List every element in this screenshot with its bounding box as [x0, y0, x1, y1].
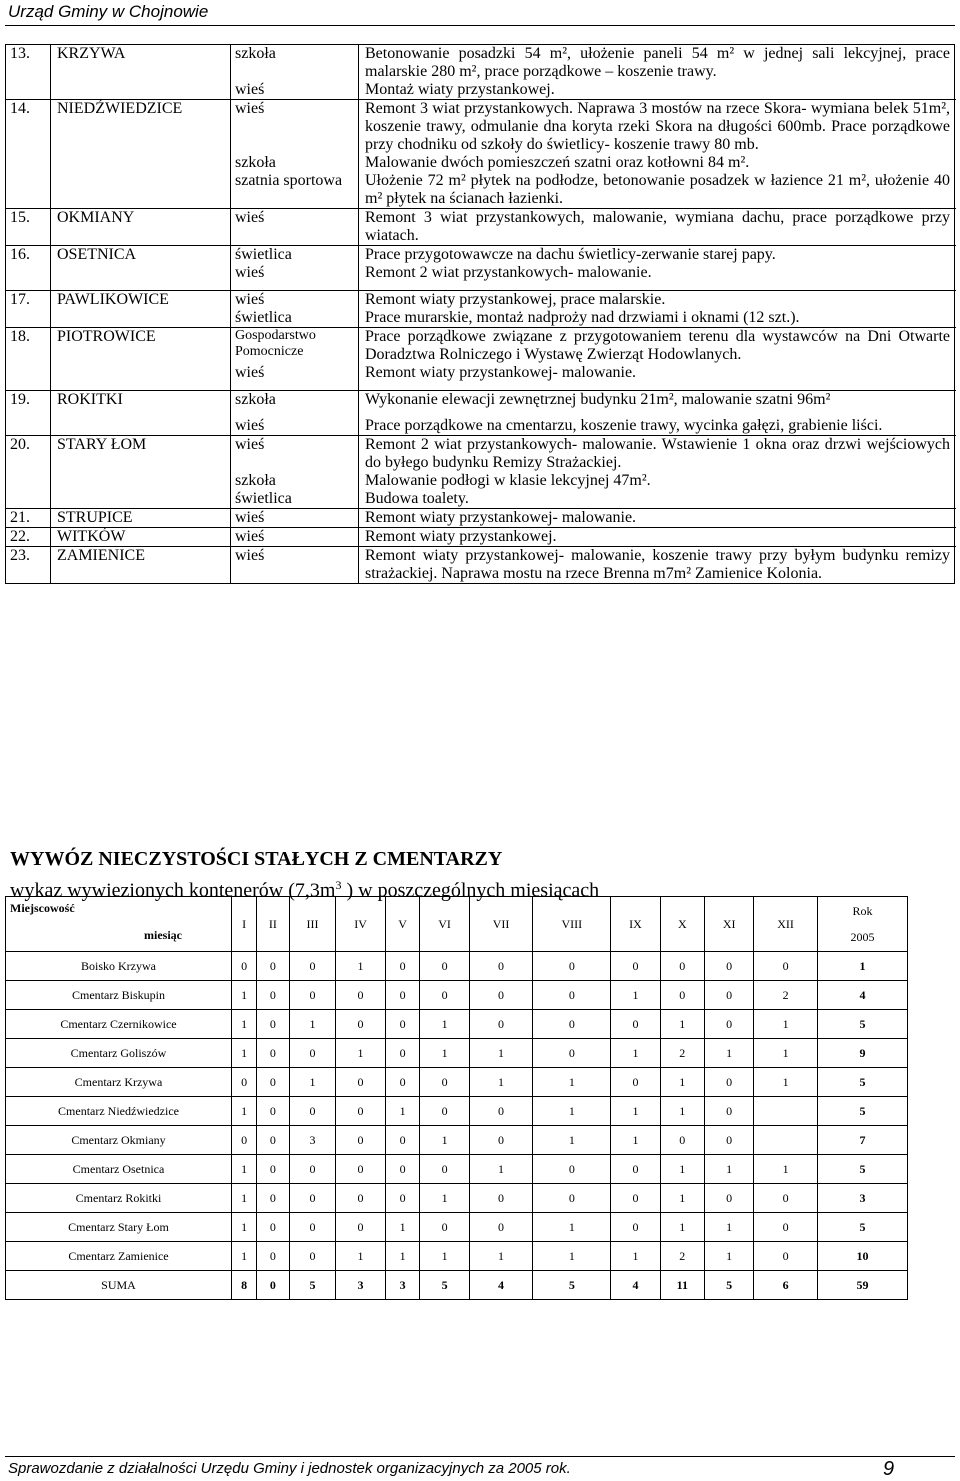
- month-value: 0: [660, 981, 704, 1010]
- month-value: 1: [232, 981, 257, 1010]
- waste-table: [5, 896, 908, 1300]
- month-value: 1: [232, 1184, 257, 1213]
- row-number: [6, 264, 51, 290]
- month-value: 1: [289, 1010, 336, 1039]
- month-value: 0: [336, 1126, 385, 1155]
- month-value: 0: [533, 981, 611, 1010]
- waste-row: [6, 1126, 908, 1155]
- month-value: 1: [420, 1010, 469, 1039]
- month-value: 0: [533, 952, 611, 981]
- work-description: Budowa toalety.: [365, 490, 469, 507]
- month-value: 1: [385, 1097, 420, 1126]
- waste-row: [6, 1271, 908, 1300]
- month-header: III: [289, 897, 336, 952]
- row-number: [6, 472, 51, 490]
- work-description: Montaż wiaty przystankowej.: [365, 81, 555, 98]
- corner-top-label: Miejscowość: [10, 901, 75, 915]
- waste-header-row: [6, 897, 908, 952]
- month-value: 4: [469, 1271, 533, 1300]
- location-name: Cmentarz Osetnica: [6, 1155, 232, 1184]
- month-value: 1: [533, 1097, 611, 1126]
- object-type: szkoła: [231, 472, 359, 490]
- village-name: ROKITKI: [51, 390, 231, 417]
- work-description: Prace porządkowe związane z przygotowaniem terenu dla wystawców na Dni Otwarte Doradztwa Rolniczego i Wystawę Zwierząt Hodowlanych.: [359, 327, 956, 364]
- row-number: [6, 172, 51, 208]
- month-value: 0: [469, 952, 533, 981]
- month-value: 0: [336, 1155, 385, 1184]
- month-value: 0: [705, 1010, 754, 1039]
- month-value: 1: [611, 1039, 660, 1068]
- month-value: 1: [469, 1039, 533, 1068]
- year-total: 9: [817, 1039, 907, 1068]
- village-name: [51, 472, 231, 490]
- month-value: 0: [289, 981, 336, 1010]
- work-description: Remont wiaty przystankowej.: [359, 527, 956, 546]
- waste-title: WYWÓZ NIECZYSTOŚCI STAŁYCH Z CMENTARZY: [10, 848, 503, 870]
- month-value: 0: [469, 1010, 533, 1039]
- month-value: 1: [336, 1242, 385, 1271]
- month-value: 0: [385, 1039, 420, 1068]
- location-name: Cmentarz Czernikowice: [6, 1010, 232, 1039]
- row-number: 19.: [6, 390, 51, 417]
- month-value: 0: [232, 1126, 257, 1155]
- location-name: Boisko Krzywa: [6, 952, 232, 981]
- month-value: 1: [611, 1126, 660, 1155]
- row-number: [6, 309, 51, 327]
- row-number: 21.: [6, 508, 51, 527]
- location-name: Cmentarz Niedźwiedzice: [6, 1097, 232, 1126]
- month-header: IV: [336, 897, 385, 952]
- object-type: świetlica: [231, 245, 359, 264]
- month-value: 1: [660, 1184, 704, 1213]
- month-value: 0: [257, 952, 289, 981]
- month-value: 0: [257, 1155, 289, 1184]
- village-name: [51, 172, 231, 208]
- work-description: Remont 3 wiat przystankowych. Naprawa 3 mostów na rzece Skora- wymiana belek 51m², koszenie trawy, odmulanie dna koryta rzeki Skora na długości 600mb. Prace porządkowe przy chodniku od szkoły do świetlicy- koszenie trawy 80 mb.: [359, 99, 956, 154]
- month-value: 0: [533, 1010, 611, 1039]
- month-value: 0: [754, 1242, 818, 1271]
- month-value: 1: [336, 952, 385, 981]
- month-value: 1: [469, 1068, 533, 1097]
- month-value: 0: [257, 1213, 289, 1242]
- month-value: 0: [533, 1039, 611, 1068]
- waste-row: [6, 1213, 908, 1242]
- month-value: 1: [660, 1155, 704, 1184]
- month-value: 1: [232, 1242, 257, 1271]
- year-label: Rok: [852, 904, 873, 918]
- row-number: 23.: [6, 546, 51, 583]
- month-value: 1: [232, 1010, 257, 1039]
- location-name: SUMA: [6, 1271, 232, 1300]
- month-value: 1: [754, 1155, 818, 1184]
- month-header: I: [232, 897, 257, 952]
- month-value: 0: [420, 981, 469, 1010]
- month-value: 0: [533, 1155, 611, 1184]
- year-total: 1: [817, 952, 907, 981]
- village-name: STARY ŁOM: [51, 435, 231, 472]
- month-value: 2: [660, 1242, 704, 1271]
- row-number: 22.: [6, 527, 51, 546]
- month-value: 11: [660, 1271, 704, 1300]
- object-type: świetlica: [231, 490, 359, 508]
- month-value: 0: [469, 1126, 533, 1155]
- waste-row: [6, 1010, 908, 1039]
- month-value: 0: [336, 1010, 385, 1039]
- month-value: 0: [754, 952, 818, 981]
- object-type: szatnia sportowa: [231, 172, 359, 208]
- month-value: 3: [385, 1271, 420, 1300]
- month-value: 0: [289, 1097, 336, 1126]
- month-value: 0: [257, 1271, 289, 1300]
- month-value: 1: [420, 1039, 469, 1068]
- month-value: 0: [385, 952, 420, 981]
- month-value: 1: [420, 1126, 469, 1155]
- month-value: 1: [385, 1242, 420, 1271]
- month-value: 0: [420, 1213, 469, 1242]
- village-name: [51, 81, 231, 99]
- month-header: VIII: [533, 897, 611, 952]
- month-header: XII: [754, 897, 818, 952]
- village-name: PAWLIKOWICE: [51, 290, 231, 309]
- year-total: 10: [817, 1242, 907, 1271]
- month-value: 0: [289, 1155, 336, 1184]
- year-total: 4: [817, 981, 907, 1010]
- month-value: 0: [289, 1184, 336, 1213]
- object-type: wieś: [231, 546, 359, 583]
- object-type: szkoła: [231, 390, 359, 417]
- year-header: [817, 897, 907, 952]
- object-type: wieś: [231, 99, 359, 154]
- month-value: 0: [289, 1039, 336, 1068]
- month-value: 1: [533, 1126, 611, 1155]
- location-name: Cmentarz Goliszów: [6, 1039, 232, 1068]
- month-value: 3: [289, 1126, 336, 1155]
- works-grid: [6, 45, 954, 583]
- object-type: Gospodarstwo Pomocnicze: [231, 327, 359, 364]
- month-value: [754, 1097, 818, 1126]
- location-name: Cmentarz Biskupin: [6, 981, 232, 1010]
- month-value: 0: [660, 1126, 704, 1155]
- corner-header: [6, 897, 232, 952]
- month-value: 1: [611, 1097, 660, 1126]
- year-total: 5: [817, 1155, 907, 1184]
- object-type: szkoła: [231, 45, 359, 81]
- month-value: 0: [385, 1068, 420, 1097]
- work-description: Remont wiaty przystankowej, prace malarskie.: [359, 290, 956, 309]
- work-description: Remont 2 wiat przystankowych- malowanie. Wstawienie 1 okna oraz drzwi wejściowych do byłego budynku Remizy Strażackiej.: [359, 435, 956, 472]
- month-value: 1: [232, 1213, 257, 1242]
- month-value: 0: [705, 1097, 754, 1126]
- month-value: 0: [420, 1068, 469, 1097]
- row-number: 15.: [6, 208, 51, 245]
- month-value: 0: [705, 1068, 754, 1097]
- work-description: Prace porządkowe na cmentarzu, koszenie trawy, wycinka gałęzi, grabienie liści.: [365, 417, 883, 434]
- month-value: 0: [469, 1213, 533, 1242]
- location-name: Cmentarz Okmiany: [6, 1126, 232, 1155]
- month-header: VII: [469, 897, 533, 952]
- month-value: 0: [754, 1184, 818, 1213]
- work-description: Remont 3 wiat przystankowych, malowanie, wymiana dachu, prace porządkowe przy wiatach.: [359, 208, 956, 245]
- village-name: OKMIANY: [51, 208, 231, 245]
- work-description: Ułożenie 72 m² płytek na podłodze, betonowanie posadzek w łazience 21 m², ułożenie 40 m² płytek na ścianach łazienki.: [365, 172, 950, 207]
- month-value: 0: [257, 1126, 289, 1155]
- month-value: 1: [420, 1184, 469, 1213]
- month-value: 0: [336, 981, 385, 1010]
- month-value: 0: [705, 1184, 754, 1213]
- year-total: 5: [817, 1068, 907, 1097]
- year-total: 5: [817, 1010, 907, 1039]
- month-value: 0: [385, 1184, 420, 1213]
- row-number: [6, 81, 51, 99]
- month-value: 0: [420, 1097, 469, 1126]
- village-name: STRUPICE: [51, 508, 231, 527]
- object-type: wieś: [231, 208, 359, 245]
- month-value: 0: [232, 1068, 257, 1097]
- month-value: 3: [336, 1271, 385, 1300]
- work-description: Betonowanie posadzki 54 m², ułożenie paneli 54 m² w jednej sali lekcyjnej, prace malarskie 280 m², prace porządkowe – koszenie trawy.: [365, 45, 950, 80]
- row-number: 18.: [6, 327, 51, 364]
- work-description: Remont wiaty przystankowej- malowanie.: [365, 364, 637, 381]
- village-name: ZAMIENICE: [51, 546, 231, 583]
- month-value: 1: [660, 1097, 704, 1126]
- month-value: 0: [257, 1010, 289, 1039]
- month-header: XI: [705, 897, 754, 952]
- waste-subtitle-end: ) w poszczególnych miesiącach: [341, 879, 600, 902]
- object-type: wieś: [231, 364, 359, 390]
- month-value: 0: [611, 1155, 660, 1184]
- village-name: OSETNICA: [51, 245, 231, 264]
- month-value: 0: [469, 981, 533, 1010]
- month-value: 0: [420, 952, 469, 981]
- work-description: Remont wiaty przystankowej- malowanie.: [359, 508, 956, 527]
- month-value: 1: [705, 1213, 754, 1242]
- year-total: 59: [817, 1271, 907, 1300]
- month-value: 2: [660, 1039, 704, 1068]
- month-value: 0: [257, 1097, 289, 1126]
- month-value: 1: [611, 1242, 660, 1271]
- month-value: 1: [660, 1010, 704, 1039]
- row-number: [6, 154, 51, 172]
- month-value: 5: [533, 1271, 611, 1300]
- corner-bottom-label: miesiąc: [144, 928, 182, 942]
- village-name: KRZYWA: [51, 45, 231, 81]
- object-type: wieś: [231, 417, 359, 435]
- footer-text: Sprawozdanie z działalności Urzędu Gminy i jednostek organizacyjnych za 2005 rok.: [8, 1460, 571, 1477]
- object-type: świetlica: [231, 309, 359, 327]
- month-value: 0: [611, 1184, 660, 1213]
- month-value: 1: [232, 1155, 257, 1184]
- work-description: Prace murarskie, montaż nadproży nad drzwiami i oknami (12 szt.).: [365, 309, 800, 326]
- month-value: 0: [257, 1184, 289, 1213]
- waste-body: [6, 952, 908, 1300]
- waste-row: [6, 1242, 908, 1271]
- month-value: 0: [469, 1097, 533, 1126]
- month-value: 0: [336, 1184, 385, 1213]
- month-value: 1: [336, 1039, 385, 1068]
- row-number: [6, 490, 51, 508]
- waste-row: [6, 1184, 908, 1213]
- month-value: 0: [289, 1213, 336, 1242]
- month-value: 1: [232, 1039, 257, 1068]
- month-value: 0: [336, 1213, 385, 1242]
- month-header: X: [660, 897, 704, 952]
- month-header: V: [385, 897, 420, 952]
- month-value: 0: [257, 1068, 289, 1097]
- month-value: 1: [660, 1213, 704, 1242]
- month-value: 0: [705, 1126, 754, 1155]
- village-name: [51, 264, 231, 290]
- month-value: 1: [420, 1242, 469, 1271]
- header-divider: [5, 25, 955, 26]
- waste-row: [6, 1155, 908, 1184]
- month-value: 5: [289, 1271, 336, 1300]
- month-value: 1: [754, 1039, 818, 1068]
- village-name: [51, 417, 231, 435]
- object-type: wieś: [231, 81, 359, 99]
- work-description: Prace przygotowawcze na dachu świetlicy-zerwanie starej papy.: [359, 245, 956, 264]
- month-value: 1: [469, 1155, 533, 1184]
- month-value: 0: [611, 1010, 660, 1039]
- month-value: 1: [705, 1039, 754, 1068]
- waste-row: [6, 1039, 908, 1068]
- location-name: Cmentarz Stary Łom: [6, 1213, 232, 1242]
- month-value: 0: [289, 1242, 336, 1271]
- month-value: [754, 1126, 818, 1155]
- object-type: wieś: [231, 290, 359, 309]
- page-header-title: Urząd Gminy w Chojnowie: [8, 2, 209, 21]
- month-value: 1: [705, 1242, 754, 1271]
- village-name: WITKÓW: [51, 527, 231, 546]
- object-type: wieś: [231, 508, 359, 527]
- month-value: 0: [611, 952, 660, 981]
- village-name: [51, 154, 231, 172]
- month-value: 0: [336, 1097, 385, 1126]
- waste-subtitle-sup: 3: [335, 878, 342, 892]
- village-name: [51, 364, 231, 390]
- location-name: Cmentarz Zamienice: [6, 1242, 232, 1271]
- month-value: 0: [469, 1184, 533, 1213]
- month-value: 1: [660, 1068, 704, 1097]
- month-value: 1: [289, 1068, 336, 1097]
- month-value: 0: [232, 952, 257, 981]
- waste-row: [6, 1097, 908, 1126]
- month-value: 0: [289, 952, 336, 981]
- location-name: Cmentarz Rokitki: [6, 1184, 232, 1213]
- year-total: 5: [817, 1213, 907, 1242]
- month-value: 0: [611, 1068, 660, 1097]
- month-value: 1: [705, 1155, 754, 1184]
- month-value: 1: [385, 1213, 420, 1242]
- work-description: Malowanie podłogi w klasie lekcyjnej 47m².: [365, 472, 651, 489]
- village-name: PIOTROWICE: [51, 327, 231, 364]
- month-value: 1: [754, 1010, 818, 1039]
- month-value: 1: [533, 1242, 611, 1271]
- month-value: 0: [533, 1184, 611, 1213]
- footer-divider: [5, 1456, 955, 1457]
- month-value: 1: [754, 1068, 818, 1097]
- village-name: NIEDŹWIEDZICE: [51, 99, 231, 154]
- month-value: 1: [533, 1213, 611, 1242]
- month-value: 0: [705, 981, 754, 1010]
- year-value: 2005: [850, 930, 875, 944]
- month-value: 0: [257, 981, 289, 1010]
- row-number: 14.: [6, 99, 51, 154]
- work-description: Remont wiaty przystankowej- malowanie, koszenie trawy przy byłym budynku remizy strażackiej. Naprawa mostu na rzece Brenna m7m² Zamienice Kolonia.: [359, 546, 956, 583]
- row-number: [6, 364, 51, 390]
- work-description: Remont 2 wiat przystankowych- malowanie.: [365, 264, 652, 281]
- month-value: 2: [754, 981, 818, 1010]
- year-total: 5: [817, 1097, 907, 1126]
- work-description: Malowanie dwóch pomieszczeń szatni oraz kotłowni 84 m².: [365, 154, 750, 171]
- work-description: Wykonanie elewacji zewnętrznej budynku 21m², malowanie szatni 96m²: [359, 390, 956, 417]
- month-value: 0: [660, 952, 704, 981]
- month-header: II: [257, 897, 289, 952]
- village-name: [51, 490, 231, 508]
- month-value: 1: [533, 1068, 611, 1097]
- row-number: 17.: [6, 290, 51, 309]
- year-total: 3: [817, 1184, 907, 1213]
- location-name: Cmentarz Krzywa: [6, 1068, 232, 1097]
- works-table: [5, 44, 955, 584]
- month-value: 0: [385, 1126, 420, 1155]
- month-value: 1: [469, 1242, 533, 1271]
- month-value: 0: [420, 1155, 469, 1184]
- waste-row: [6, 952, 908, 981]
- month-value: 0: [336, 1068, 385, 1097]
- page-number: 9: [883, 1458, 895, 1480]
- month-header: VI: [420, 897, 469, 952]
- month-value: 1: [611, 981, 660, 1010]
- month-value: 6: [754, 1271, 818, 1300]
- waste-row: [6, 1068, 908, 1097]
- month-value: 4: [611, 1271, 660, 1300]
- row-number: 20.: [6, 435, 51, 472]
- month-value: 5: [420, 1271, 469, 1300]
- row-number: [6, 417, 51, 435]
- object-type: szkoła: [231, 154, 359, 172]
- month-value: 1: [232, 1097, 257, 1126]
- year-total: 7: [817, 1126, 907, 1155]
- month-value: 0: [257, 1039, 289, 1068]
- month-value: 8: [232, 1271, 257, 1300]
- object-type: wieś: [231, 435, 359, 472]
- row-number: 13.: [6, 45, 51, 81]
- month-value: 5: [705, 1271, 754, 1300]
- month-value: 0: [385, 1010, 420, 1039]
- object-type: wieś: [231, 264, 359, 290]
- month-value: 0: [385, 1155, 420, 1184]
- row-number: 16.: [6, 245, 51, 264]
- month-value: 0: [385, 981, 420, 1010]
- month-header: IX: [611, 897, 660, 952]
- month-value: 0: [611, 1213, 660, 1242]
- waste-subtitle-text: wykaz wywiezionych kontenerów (7,3m: [10, 879, 336, 902]
- month-value: 0: [705, 952, 754, 981]
- village-name: [51, 309, 231, 327]
- object-type: wieś: [231, 527, 359, 546]
- waste-row: [6, 981, 908, 1010]
- month-value: 0: [754, 1213, 818, 1242]
- month-value: 0: [257, 1242, 289, 1271]
